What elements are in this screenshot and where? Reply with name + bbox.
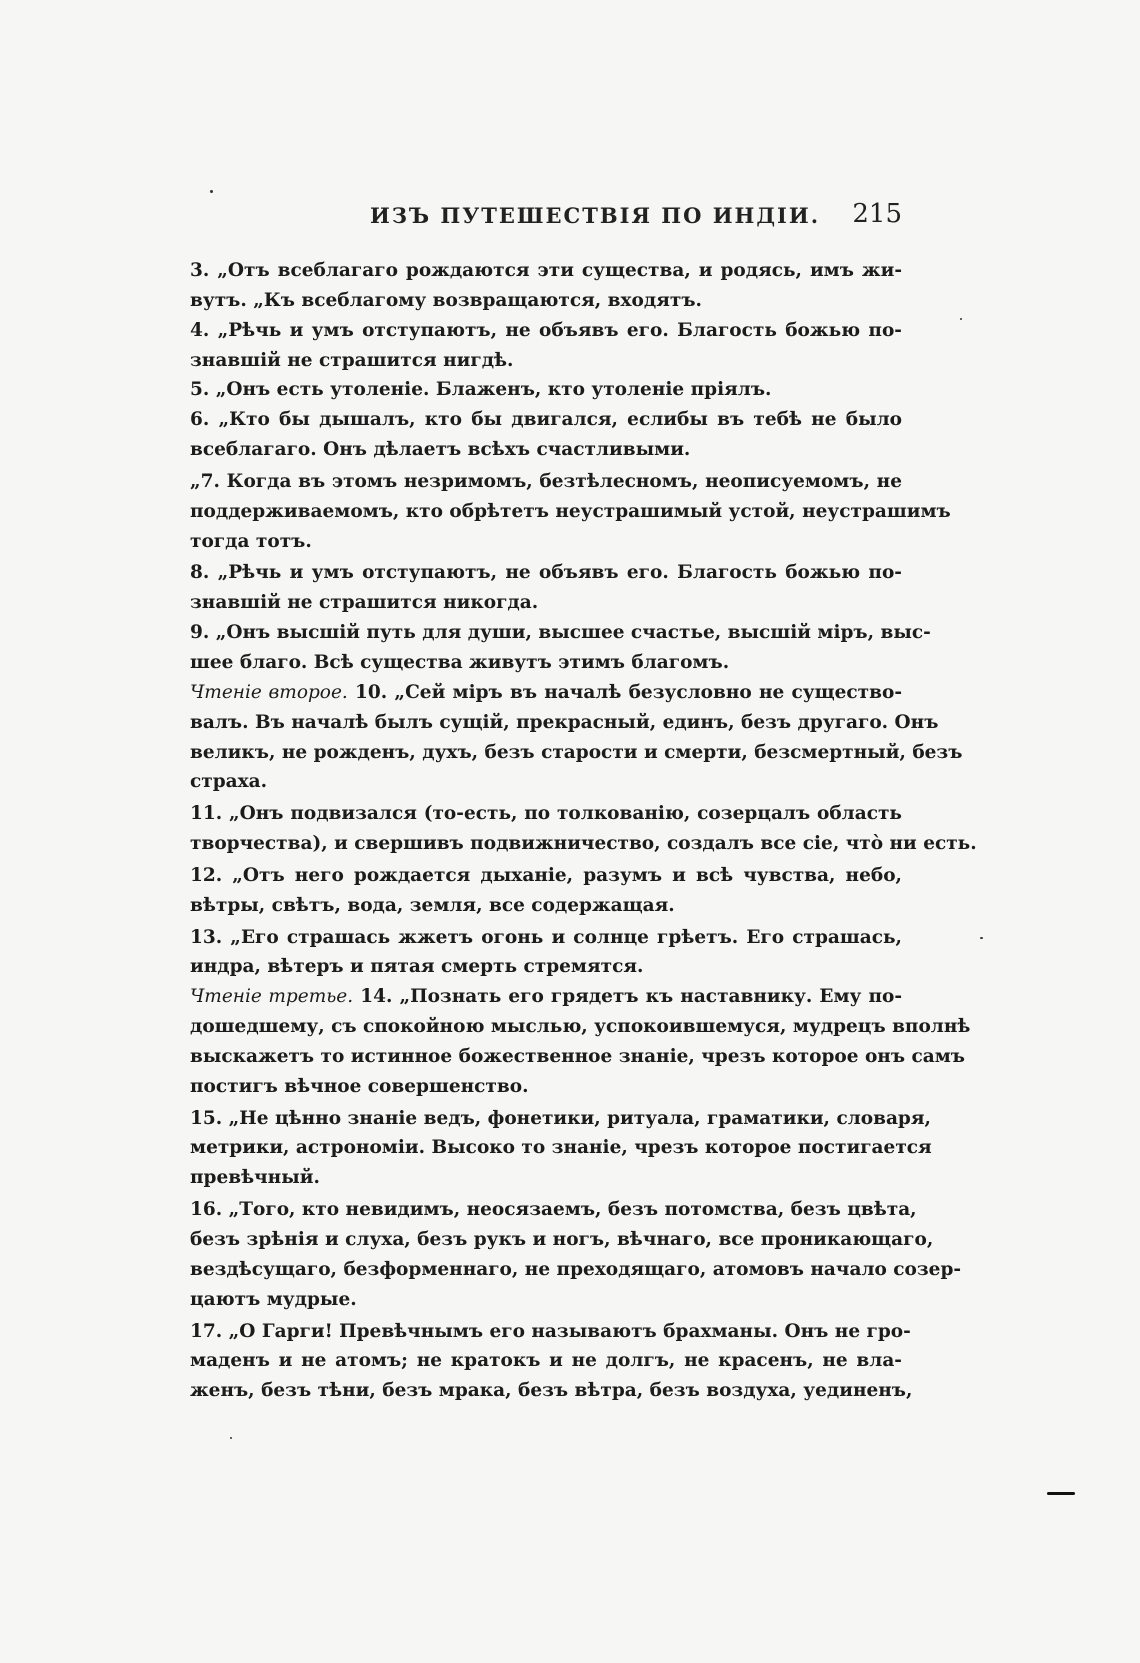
body-text [190,256,977,1406]
text-line: знавшій не страшится никогда. [190,592,539,614]
running-head [190,199,902,233]
text-line: великъ, не рожденъ, духъ, безъ старости и смерти, безсмертный, безъ [190,741,963,763]
text-line: дошедшему, съ спокойною мыслью, успокоившемуся, мудрецъ вполнѣ [190,1016,971,1038]
scan-dash [1047,1492,1075,1495]
text-line: 12. „Отъ него рождается дыханіе, разумъ и всѣ чувства, небо, [190,864,902,886]
text-line: 15. „Не цѣнно знаніе ведъ, фонетики, ритуала, граматики, словаря, [190,1107,931,1129]
running-title: ИЗЪ ПУТЕШЕСТВІЯ ПО ИНДІИ. [370,203,821,228]
text-line: женъ, безъ тѣни, безъ мрака, безъ вѣтра, безъ воздуха, уединенъ, [190,1380,913,1402]
text-line: шее благо. Всѣ существа живутъ этимъ благомъ. [190,651,730,673]
text-line: творчества), и свершивъ подвижничество, создалъ все сіе, что̀ ни есть. [190,833,977,855]
text-line: вѣтры, свѣтъ, вода, земля, все содержащая. [190,894,675,916]
text-line: выскажетъ то истинное божественное знаніе, чрезъ которое онъ самъ [190,1045,965,1067]
text-line: вутъ. „Къ всеблагому возвращаются, входятъ. [190,289,702,311]
scan-speck [980,937,983,939]
text-line: всеблагаго. Онъ дѣлаетъ всѣхъ счастливыми. [190,439,691,461]
text-line: 4. „Рѣчь и умъ отступаютъ, не объявъ его. Благость божью по- [190,319,902,341]
scan-speck [960,318,962,320]
text-line: метрики, астрономіи. Высоко то знаніе, чрезъ которое постигается [190,1137,932,1159]
text-line: знавшій не страшится нигдѣ. [190,349,514,371]
text-line: цаютъ мудрые. [190,1288,357,1310]
scan-speck [230,1437,232,1439]
text-line: тогда тотъ. [190,530,312,552]
text-line: 17. „О Гарги! Превѣчнымъ его называютъ брахманы. Онъ не гро- [190,1320,911,1342]
text-line: вездѣсущаго, безформеннаго, не преходящаго, атомовъ начало созер- [190,1258,962,1280]
text-line: 3. „Отъ всеблагаго рождаются эти существа, и родясь, имъ жи- [190,260,902,281]
scan-speck [210,190,213,193]
text-line: 13. „Его страшась жжетъ огонь и солнце грѣетъ. Его страшась, [190,926,902,948]
text-line: страха. [190,771,268,793]
text-line: индра, вѣтеръ и пятая смерть стремятся. [190,956,644,978]
text-line: постигъ вѣчное совершенство. [190,1075,529,1097]
text-line: 5. „Онъ есть утоленіе. Блаженъ, кто утоленіе пріялъ. [190,379,772,401]
text-line: 9. „Онъ высшій путь для души, высшее счастье, высшій міръ, выс- [190,622,931,644]
section-heading: Чтеніе третье. [190,986,354,1008]
text-line: валъ. Въ началѣ былъ сущій, прекрасный, единъ, безъ другаго. Онъ [190,711,939,733]
text-line: „7. Когда въ этомъ незримомъ, безтѣлесномъ, неописуемомъ, не [190,470,902,492]
section-heading: Чтеніе второе. [190,681,348,703]
text-line: безъ зрѣнія и слуха, безъ рукъ и ногъ, вѣчнаго, все проникающаго, [190,1229,934,1250]
text-line: 6. „Кто бы дышалъ, кто бы двигался, еслибы въ тебѣ не было [190,409,902,431]
text-line: 16. „Того, кто невидимъ, неосязаемъ, безъ потомства, безъ цвѣта, [190,1199,917,1221]
text-line: превѣчный. [190,1167,320,1189]
page-number: 215 [852,199,902,229]
text-line: 11. „Онъ подвизался (то-есть, по толкованію, созерцалъ область [190,803,902,825]
text-line: 8. „Рѣчь и умъ отступаютъ, не объявъ его. Благость божью по- [190,562,902,584]
text-line: поддерживаемомъ, кто обрѣтетъ неустрашимый устой, неустрашимъ [190,500,951,522]
text-line: Чтеніе третье. 14. „Познать его грядетъ къ наставнику. Ему по- [190,986,903,1008]
text-line: маденъ и не атомъ; не кратокъ и не долгъ, не красенъ, не вла- [190,1350,902,1372]
text-line: Чтеніе второе. 10. „Сей міръ въ началѣ безусловно не существо- [190,681,902,703]
